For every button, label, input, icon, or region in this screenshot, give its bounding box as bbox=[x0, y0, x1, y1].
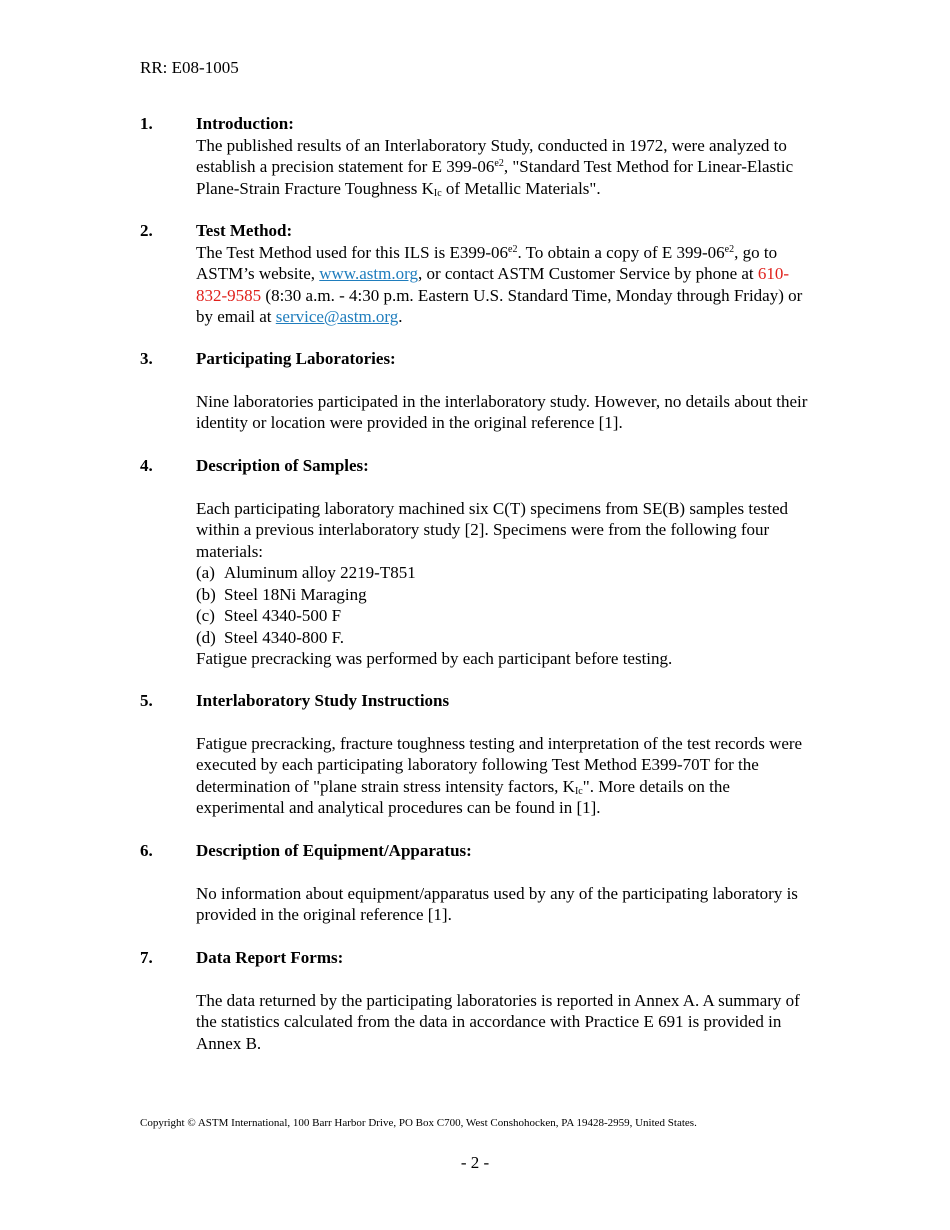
section-text: The data returned by the participating laboratories is reported in Annex A. A summary of the statistics calculated from the data in accordance with Practice E 691 is provided in Annex B. bbox=[196, 990, 800, 1053]
materials-list bbox=[196, 562, 820, 648]
section-number: 4. bbox=[140, 456, 153, 475]
section-ils-instructions bbox=[140, 690, 820, 819]
list-item: (b) Steel 18Ni Maraging bbox=[196, 584, 367, 604]
section-title: Data Report Forms: bbox=[196, 948, 344, 967]
section-title: Description of Equipment/Apparatus: bbox=[196, 841, 472, 860]
section-data-report-forms bbox=[140, 947, 820, 1054]
list-item: (c) Steel 4340-500 F bbox=[196, 606, 342, 625]
section-participating-laboratories bbox=[140, 348, 820, 434]
section-title: Introduction: bbox=[196, 114, 294, 133]
section-number: 6. bbox=[140, 841, 153, 860]
service-email-link[interactable]: service@astm.org bbox=[275, 307, 399, 326]
section-number: 5. bbox=[140, 691, 153, 710]
section-title: Description of Samples: bbox=[196, 456, 369, 475]
section-text: Fatigue precracking was performed by each participant before testing. bbox=[196, 649, 673, 668]
list-item: (a) Aluminum alloy 2219-T851 bbox=[196, 563, 416, 582]
section-number: 2. bbox=[140, 221, 153, 240]
section-text: Nine laboratories participated in the interlaboratory study. However, no details about their identity or location were provided in the original reference [1]. bbox=[196, 391, 808, 432]
section-text: The Test Method used for this ILS is $E399-06^{e2}$. To obtain a copy of E $399-06^{e2}$, go to ASTM’s website, www.astm.org, or contact ASTM Customer Service by phone at 610-832-9585 (8:30 a.m. - 4:30 p.m. Eastern U.S. Standard Time, Monday through Friday) or by email at service@astm.org. bbox=[196, 242, 803, 326]
section-text: No information about equipment/apparatus used by any of the participating laboratory is provided in the original reference [1]. bbox=[196, 883, 798, 924]
section-text: Each participating laboratory machined six C(T) specimens from SE(B) samples tested within a previous interlaboratory study [2]. Specimens were from the following four materials: bbox=[196, 498, 788, 561]
section-title: Participating Laboratories: bbox=[196, 349, 396, 368]
list-item: (d) Steel 4340-800 F. bbox=[196, 627, 344, 647]
section-number: 7. bbox=[140, 948, 153, 967]
section-equipment-apparatus bbox=[140, 840, 820, 926]
section-text: The published results of an Interlaboratory Study, conducted in 1972, were analyzed to establish a precision statement for E $399-06^{e2}$, "Standard Test Method for Linear-Elastic Plane-Strain Fracture Toughness $K_{Ic}$ of Metallic Materials". bbox=[196, 135, 794, 199]
section-title: Test Method: bbox=[196, 221, 293, 240]
section-number: 1. bbox=[140, 114, 153, 133]
section-number: 3. bbox=[140, 349, 153, 368]
page-number: - 2 - bbox=[460, 1153, 490, 1172]
phone-number: 610-832-9585 bbox=[196, 264, 790, 305]
section-introduction bbox=[140, 113, 820, 199]
section-title: Interlaboratory Study Instructions bbox=[196, 691, 450, 710]
section-text: Fatigue precracking, fracture toughness testing and interpretation of the test records were executed by each participating laboratory following Test Method E399-70T for the determination of "plane strain stress intensity factors, $K_{Ic}$". More details on the experimental and analytical procedures can be found in [1]. bbox=[196, 733, 803, 817]
copyright-footer: Copyright © ASTM International, 100 Barr Harbor Drive, PO Box C700, West Conshohocken, PA 19428-2959, United States. bbox=[140, 1117, 697, 1129]
section-test-method bbox=[140, 220, 820, 328]
section-description-of-samples bbox=[140, 455, 820, 670]
document-id-header: RR: E08-1005 bbox=[140, 58, 239, 77]
astm-website-link[interactable]: www.astm.org bbox=[319, 264, 418, 283]
